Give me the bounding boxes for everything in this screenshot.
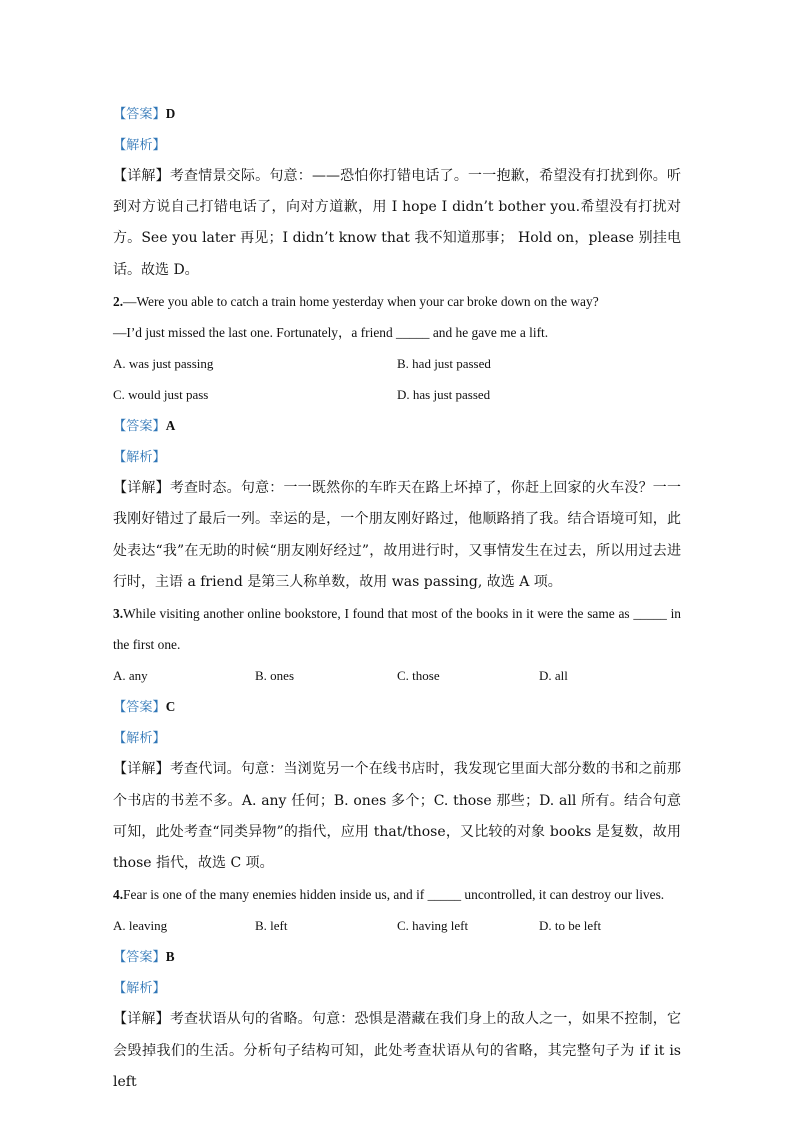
q4-stem-text: Fear is one of the many enemies hidden inside us, and if _____ uncontrolled, it can destroy our lives. bbox=[123, 887, 665, 903]
q4-number: 4. bbox=[113, 887, 124, 903]
q3-options bbox=[113, 660, 681, 691]
q2-analysis-line bbox=[113, 442, 681, 473]
q3-detail bbox=[113, 754, 681, 879]
q2-number: 2. bbox=[113, 293, 124, 309]
q2-detail-text: 考查时态。句意：一一既然你的车昨天在路上坏掉了，你赶上回家的火车没？一一我刚好错过了最后一列。幸运的是，一个朋友刚好路过，他顺路捎了我。结合语境可知，此处表达“我”在无助的时候“朋友刚好经过”，故用进行时，又事情发生在过去，所以用过去进行时，主语 a friend 是第三人称单数，故用 was passing, 故选 A 项。 bbox=[113, 480, 682, 590]
q2-option-c: C. would just pass bbox=[113, 387, 209, 403]
detail-tag: 【详解】 bbox=[113, 761, 170, 778]
answer-tag: 【答案】 bbox=[113, 700, 166, 716]
answer-tag: 【答案】 bbox=[113, 419, 166, 435]
q3-option-d: D. all bbox=[539, 668, 568, 684]
q3-option-c: C. those bbox=[397, 668, 440, 684]
q1-detail-text: 考查情景交际。句意：——恐怕你打错电话了。一一抱歉，希望没有打扰到你。听到对方说自己打错电话了，向对方道歉，用 I hope I didn’t bother you.希望没有打扰对方。See you later 再见；I didn’t know that 我不知道那事； Hold on，please 别挂电话。故选 D。 bbox=[113, 168, 681, 278]
q3-stem bbox=[113, 598, 681, 660]
q1-analysis-line bbox=[113, 130, 681, 161]
q2-option-d: D. has just passed bbox=[397, 387, 491, 403]
detail-tag: 【详解】 bbox=[113, 168, 170, 184]
q4-option-a: A. leaving bbox=[113, 918, 168, 934]
q4-option-d: D. to be left bbox=[539, 918, 602, 934]
q4-answer: B bbox=[165, 949, 175, 965]
q2-option-b: B. had just passed bbox=[397, 356, 491, 372]
q3-stem-text: While visiting another online bookstore, I found that most of the books in it were the same as _____ in the first one. bbox=[113, 606, 681, 653]
q1-answer-line bbox=[113, 98, 681, 130]
answer-tag: 【答案】 bbox=[113, 950, 166, 966]
document-page bbox=[113, 98, 681, 1098]
q4-option-b: B. left bbox=[255, 918, 288, 934]
q4-detail-text: 考查状语从句的省略。句意：恐惧是潜藏在我们身上的敌人之一，如果不控制，它会毁掉我们的生活。分析句子结构可知，此处考查状语从句的省略，其完整句子为 if it is left bbox=[113, 1011, 682, 1090]
q1-answer: D bbox=[165, 106, 176, 121]
answer-tag: 【答案】 bbox=[113, 107, 166, 122]
q3-answer: C bbox=[165, 699, 176, 715]
q2-answer-line bbox=[113, 410, 681, 442]
q4-stem bbox=[113, 879, 681, 910]
q3-answer-line bbox=[113, 691, 681, 723]
q3-analysis-line bbox=[113, 723, 681, 754]
q3-detail-text: 考查代词。句意：当浏览另一个在线书店时，我发现它里面大部分数的书和之前那个书店的书差不多。A. any 任何；B. ones 多个；C. those 那些；D. all 所有。结合句意可知，此处考查“同类异物”的指代，应用 that/those，又比较的对象 books 是复数，故用 those 指代，故选 C 项。 bbox=[113, 761, 682, 872]
analysis-tag: 【解析】 bbox=[113, 981, 166, 997]
q2-line2: —I’d just missed the last one. Fortunately，a friend _____ and he gave me a lift. bbox=[113, 325, 549, 341]
q2-detail bbox=[113, 473, 681, 598]
q3-number: 3. bbox=[113, 606, 124, 622]
q2-line1-text: —Were you able to catch a train home yesterday when your car broke down on the way? bbox=[123, 293, 599, 309]
q4-analysis-line bbox=[113, 973, 681, 1004]
q2-option-a: A. was just passing bbox=[113, 356, 214, 372]
detail-tag: 【详解】 bbox=[113, 480, 170, 497]
q2-line1 bbox=[113, 286, 681, 317]
analysis-tag: 【解析】 bbox=[113, 450, 166, 466]
analysis-tag: 【解析】 bbox=[113, 731, 166, 747]
q3-option-a: A. any bbox=[113, 668, 148, 684]
q4-options bbox=[113, 910, 681, 941]
q2-options-row2 bbox=[113, 379, 681, 410]
q2-options-row1 bbox=[113, 348, 681, 379]
q4-option-c: C. having left bbox=[397, 918, 469, 934]
analysis-tag: 【解析】 bbox=[113, 138, 166, 153]
detail-tag: 【详解】 bbox=[113, 1011, 170, 1028]
q1-detail bbox=[113, 161, 681, 286]
q4-answer-line bbox=[113, 941, 681, 973]
q2-answer: A bbox=[165, 418, 176, 434]
q4-detail bbox=[113, 1004, 681, 1098]
q3-option-b: B. ones bbox=[255, 668, 294, 684]
